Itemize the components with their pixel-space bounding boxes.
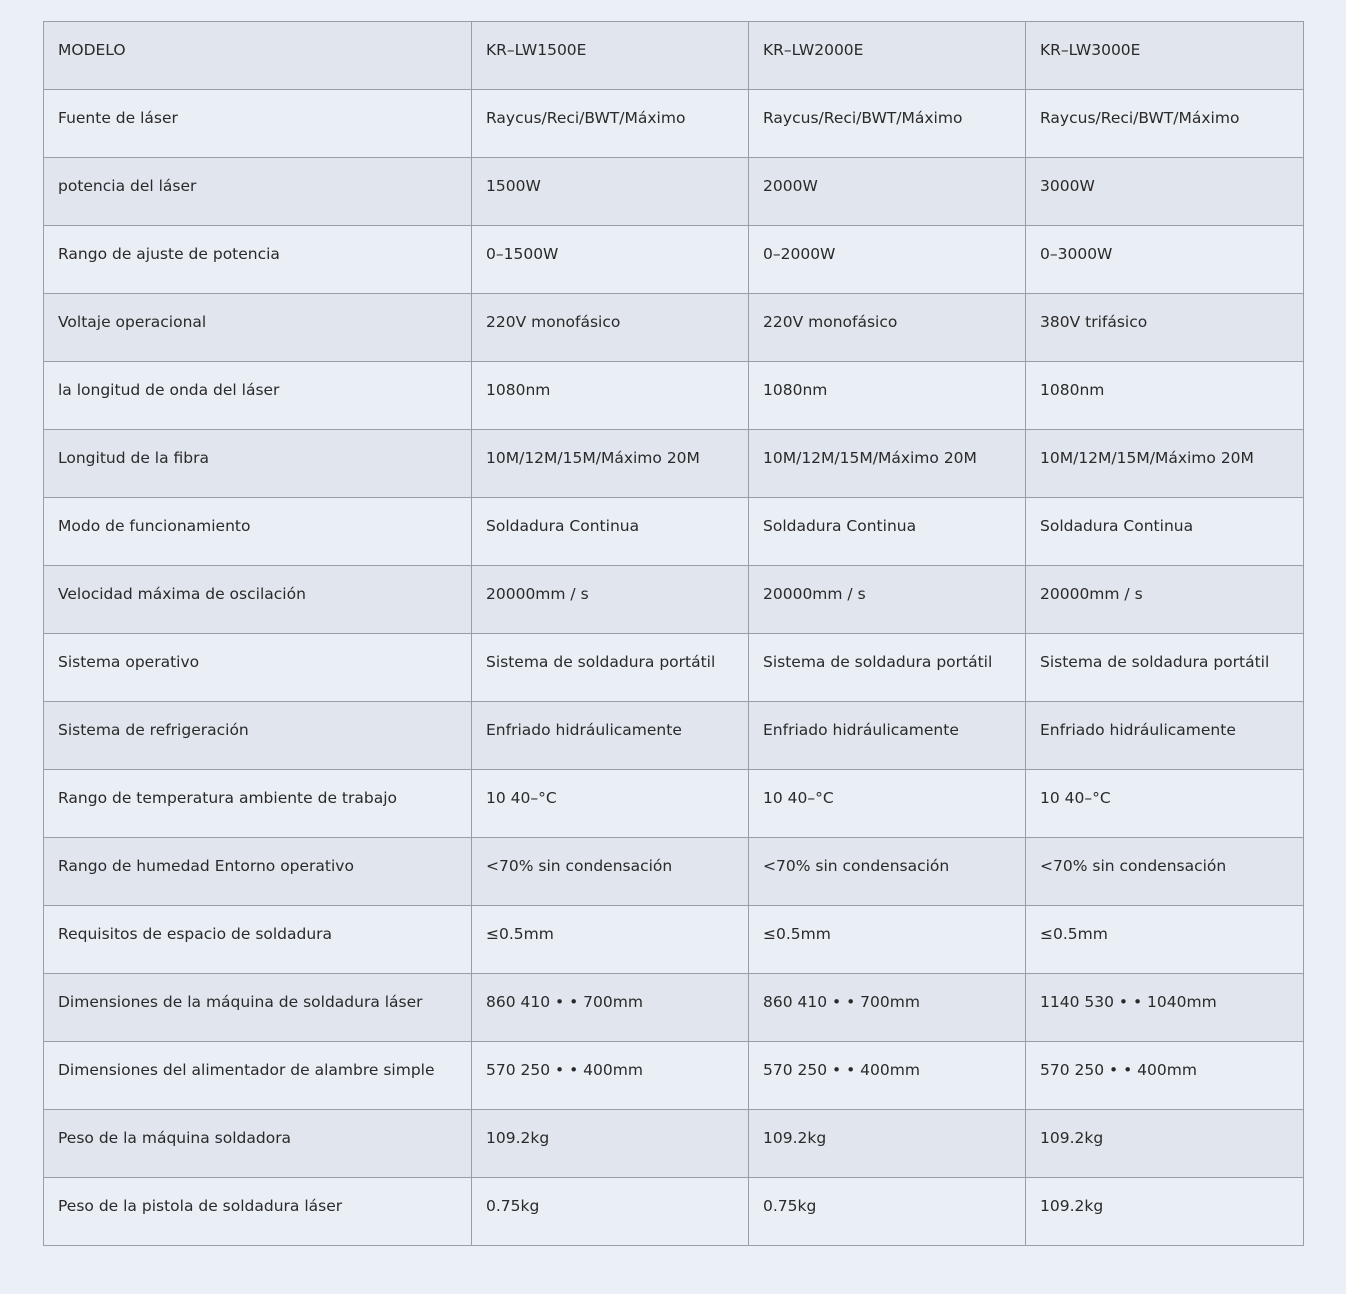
cell-model-2: Sistema de soldadura portátil	[749, 634, 1026, 702]
cell-model-2: 109.2kg	[749, 1110, 1026, 1178]
row-label: Requisitos de espacio de soldadura	[44, 906, 472, 974]
cell-model-2: 220V monofásico	[749, 294, 1026, 362]
cell-model-2: 570 250 • • 400mm	[749, 1042, 1026, 1110]
cell-model-1: 10 40–°C	[472, 770, 749, 838]
row-label: Peso de la máquina soldadora	[44, 1110, 472, 1178]
cell-model-1: 220V monofásico	[472, 294, 749, 362]
cell-model-1: 1500W	[472, 158, 749, 226]
cell-model-2: 1080nm	[749, 362, 1026, 430]
row-label: Fuente de láser	[44, 90, 472, 158]
cell-model-1: 570 250 • • 400mm	[472, 1042, 749, 1110]
cell-model-2: 10 40–°C	[749, 770, 1026, 838]
cell-model-3: 1140 530 • • 1040mm	[1026, 974, 1304, 1042]
table-row	[44, 158, 1304, 226]
cell-model-2: 10M/12M/15M/Máximo 20M	[749, 430, 1026, 498]
table-row	[44, 906, 1304, 974]
row-label: Velocidad máxima de oscilación	[44, 566, 472, 634]
cell-model-1: Enfriado hidráulicamente	[472, 702, 749, 770]
row-label: Rango de humedad Entorno operativo	[44, 838, 472, 906]
spec-table	[43, 21, 1304, 1246]
cell-model-2: Enfriado hidráulicamente	[749, 702, 1026, 770]
table-row	[44, 770, 1304, 838]
table-row	[44, 1110, 1304, 1178]
row-label: Dimensiones del alimentador de alambre simple	[44, 1042, 472, 1110]
table-row	[44, 226, 1304, 294]
cell-model-3: 1080nm	[1026, 362, 1304, 430]
cell-model-3: Sistema de soldadura portátil	[1026, 634, 1304, 702]
cell-model-3: 10M/12M/15M/Máximo 20M	[1026, 430, 1304, 498]
cell-model-3: 380V trifásico	[1026, 294, 1304, 362]
cell-model-1: Soldadura Continua	[472, 498, 749, 566]
cell-model-3: KR–LW3000E	[1026, 22, 1304, 90]
row-label: Dimensiones de la máquina de soldadura láser	[44, 974, 472, 1042]
cell-model-2: Raycus/Reci/BWT/Máximo	[749, 90, 1026, 158]
cell-model-1: 10M/12M/15M/Máximo 20M	[472, 430, 749, 498]
cell-model-3: 570 250 • • 400mm	[1026, 1042, 1304, 1110]
table-row	[44, 634, 1304, 702]
row-label: Voltaje operacional	[44, 294, 472, 362]
cell-model-2: ≤0.5mm	[749, 906, 1026, 974]
table-row	[44, 702, 1304, 770]
cell-model-1: <70% sin condensación	[472, 838, 749, 906]
cell-model-1: Sistema de soldadura portátil	[472, 634, 749, 702]
cell-model-3: 109.2kg	[1026, 1110, 1304, 1178]
row-label: Modo de funcionamiento	[44, 498, 472, 566]
cell-model-2: Soldadura Continua	[749, 498, 1026, 566]
row-label: potencia del láser	[44, 158, 472, 226]
cell-model-3: 0–3000W	[1026, 226, 1304, 294]
row-label: Rango de temperatura ambiente de trabajo	[44, 770, 472, 838]
table-row	[44, 362, 1304, 430]
row-label: MODELO	[44, 22, 472, 90]
row-label: la longitud de onda del láser	[44, 362, 472, 430]
cell-model-3: 20000mm / s	[1026, 566, 1304, 634]
cell-model-1: 0.75kg	[472, 1178, 749, 1246]
row-label: Peso de la pistola de soldadura láser	[44, 1178, 472, 1246]
table-row	[44, 1042, 1304, 1110]
cell-model-3: <70% sin condensación	[1026, 838, 1304, 906]
cell-model-3: 109.2kg	[1026, 1178, 1304, 1246]
table-row	[44, 498, 1304, 566]
table-row	[44, 974, 1304, 1042]
spec-table-body	[44, 22, 1304, 1246]
cell-model-3: 10 40–°C	[1026, 770, 1304, 838]
cell-model-1: 20000mm / s	[472, 566, 749, 634]
cell-model-3: ≤0.5mm	[1026, 906, 1304, 974]
cell-model-1: 0–1500W	[472, 226, 749, 294]
table-row	[44, 1178, 1304, 1246]
row-label: Rango de ajuste de potencia	[44, 226, 472, 294]
cell-model-1: 109.2kg	[472, 1110, 749, 1178]
table-row	[44, 90, 1304, 158]
cell-model-3: Enfriado hidráulicamente	[1026, 702, 1304, 770]
row-label: Sistema de refrigeración	[44, 702, 472, 770]
cell-model-1: 1080nm	[472, 362, 749, 430]
cell-model-2: 860 410 • • 700mm	[749, 974, 1026, 1042]
cell-model-2: 20000mm / s	[749, 566, 1026, 634]
table-row	[44, 838, 1304, 906]
table-row	[44, 566, 1304, 634]
cell-model-3: 3000W	[1026, 158, 1304, 226]
cell-model-2: 0.75kg	[749, 1178, 1026, 1246]
cell-model-1: Raycus/Reci/BWT/Máximo	[472, 90, 749, 158]
cell-model-1: 860 410 • • 700mm	[472, 974, 749, 1042]
header-row	[44, 22, 1304, 90]
cell-model-1: ≤0.5mm	[472, 906, 749, 974]
row-label: Sistema operativo	[44, 634, 472, 702]
cell-model-1: KR–LW1500E	[472, 22, 749, 90]
cell-model-3: Soldadura Continua	[1026, 498, 1304, 566]
cell-model-3: Raycus/Reci/BWT/Máximo	[1026, 90, 1304, 158]
table-row	[44, 294, 1304, 362]
table-row	[44, 430, 1304, 498]
cell-model-2: 2000W	[749, 158, 1026, 226]
cell-model-2: KR–LW2000E	[749, 22, 1026, 90]
row-label: Longitud de la fibra	[44, 430, 472, 498]
cell-model-2: <70% sin condensación	[749, 838, 1026, 906]
cell-model-2: 0–2000W	[749, 226, 1026, 294]
